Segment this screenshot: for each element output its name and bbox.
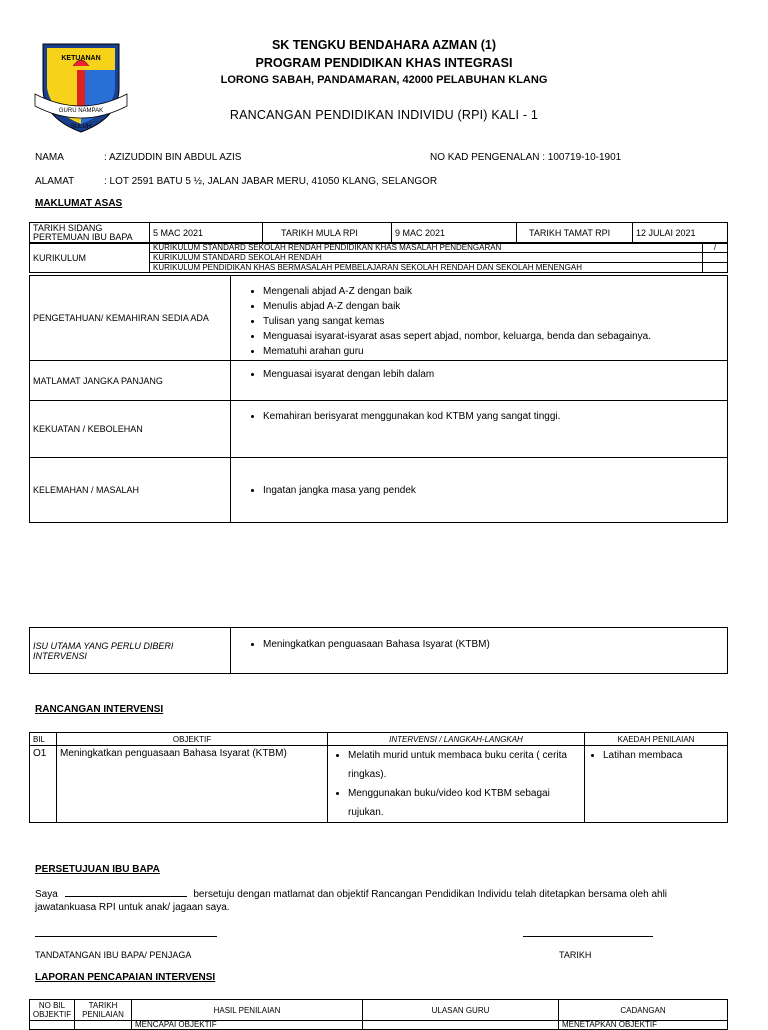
list-item: • Menguasai isyarat dengan lebih dalam [263,367,723,382]
kurikulum-label: KURIKULUM [30,243,150,273]
mula-label: TARIKH MULA RPI [263,223,392,244]
document-title: RANCANGAN PENDIDIKAN INDIVIDU (RPI) KALI - 1 [229,108,539,122]
pengetahuan-label: PENGETAHUAN/ KEMAHIRAN SEDIA ADA [30,276,231,361]
kurikulum-tick-empty [703,263,728,273]
name-value: : AZIZUDDIN BIN ABDUL AZIS [104,152,242,163]
list-item: • Kemahiran berisyarat menggunakan kod KTBM yang sangat tinggi. [263,409,723,424]
isu-label: ISU UTAMA YANG PERLU DIBERI INTERVENSI [30,628,231,674]
kurikulum-table [29,242,728,273]
sidang-label: TARIKH SIDANG PERTEMUAN IBU BAPA [30,223,150,244]
persetujuan-sentence: bersetuju dengan matlamat dan objektif Rancangan Pendidikan Individu telah ditetapkan bersama oleh ahli [193,889,668,900]
svg-text:GURU NAMPAK: GURU NAMPAK [58,108,104,114]
address-label: ALAMAT [35,176,75,187]
col-header-intervensi: INTERVENSI / LANGKAH-LANGKAH [328,733,585,746]
mula-value: 9 MAC 2021 [392,223,517,244]
col-header-bil-objektif: NO BIL OBJEKTIF [30,1000,75,1021]
list-item: • Tulisan yang sangat kemas [263,314,723,329]
program-name: PROGRAM PENDIDIKAN KHAS INTEGRASI [255,56,513,70]
laporan-cell [75,1021,132,1030]
svg-text:KETUANAN: KETUANAN [61,55,101,62]
matlamat-list [231,361,728,401]
school-name: SK TENGKU BENDAHARA AZMAN (1) [271,38,497,52]
laporan-table [29,999,728,1030]
intervensi-table [29,732,728,823]
school-address: LORONG SABAH, PANDAMARAN, 42000 PELABUHAN KLANG [220,74,548,86]
laporan-title: LAPORAN PENCAPAIAN INTERVENSI [35,972,216,983]
isu-list [231,628,728,674]
list-item: • Menulis abjad A-Z dengan baik [263,299,723,314]
persetujuan-title: PERSETUJUAN IBU BAPA [35,864,160,875]
kekuatan-list [231,401,728,458]
sidang-value: 5 MAC 2021 [150,223,263,244]
laporan-cell [30,1021,75,1030]
objektif-cell: Meningkatkan penguasaan Bahasa Isyarat (KTBM) [57,746,328,823]
col-header-hasil: HASIL PENILAIAN [132,1000,363,1021]
kelemahan-label: KELEMAHAN / MASALAH [30,458,231,523]
col-header-objektif: OBJEKTIF [57,733,328,746]
matlamat-label: MATLAMAT JANGKA PANJANG [30,361,231,401]
tamat-value: 12 JULAI 2021 [633,223,728,244]
date-label: TARIKH [559,950,592,960]
pengetahuan-list [231,276,728,361]
list-item: • Mengenali abjad A-Z dengan baik [263,284,723,299]
kurikulum-item: KURIKULUM PENDIDIKAN KHAS BERMASALAH PEMBELAJARAN SEKOLAH RENDAH DAN SEKOLAH MENENGAH [150,263,703,273]
isu-table [29,627,728,674]
maklumat-dates-table [29,222,728,244]
profile-table [29,275,728,523]
col-header-kaedah: KAEDAH PENILAIAN [585,733,728,746]
persetujuan-sentence-line2: jawatankuasa RPI untuk anak/ jagaan saya. [35,902,230,913]
date-line[interactable] [523,936,653,937]
maklumat-asas-title: MAKLUMAT ASAS [35,198,123,209]
langkah-cell [328,746,585,823]
list-item: • Ingatan jangka masa yang pendek [263,483,723,498]
col-header-ulasan: ULASAN GURU [363,1000,559,1021]
kurikulum-tick: / [703,243,728,253]
col-header-bil: BIL [30,733,57,746]
cadangan-cell: MENETAPKAN OBJEKTIF [559,1021,728,1030]
kurikulum-item: KURIKULUM STANDARD SEKOLAH RENDAH [150,253,703,263]
col-header-tarikh: TARIKH PENILAIAN [75,1000,132,1021]
list-item: • Melatih murid untuk membaca buku cerita ( cerita ringkas). [348,746,580,784]
parent-name-blank[interactable] [65,896,187,897]
address-value: : LOT 2591 BATU 5 ½, JALAN JABAR MERU, 41050 KLANG, SELANGOR [104,176,438,187]
kurikulum-tick-empty [703,253,728,263]
list-item: • Menguasai isyarat-isyarat asas sepert abjad, nombor, keluarga, benda dan sebagainya. [263,329,723,344]
bil-cell: O1 [30,746,57,823]
saya-label: Saya [35,889,58,900]
persetujuan-text [35,888,735,914]
signature-label: TANDATANGAN IBU BAPA/ PENJAGA [35,950,192,960]
list-item: • Meningkatkan penguasaan Bahasa Isyarat (KTBM) [263,637,723,652]
laporan-cell [363,1021,559,1030]
kelemahan-list [231,458,728,523]
col-header-cadangan: CADANGAN [559,1000,728,1021]
hasil-cell: MENCAPAI OBJEKTIF [132,1021,363,1030]
tamat-label: TARIKH TAMAT RPI [517,223,633,244]
list-item: • Menggunakan buku/video kod KTBM sebagai rujukan. [348,784,580,822]
kekuatan-label: KEKUATAN / KEBOLEHAN [30,401,231,458]
list-item: • Mematuhi arahan guru [263,344,723,359]
list-item: • Latihan membaca [603,746,723,765]
svg-text:SULUH: SULUH [70,124,92,130]
kaedah-cell [585,746,728,823]
signature-line[interactable] [35,936,217,937]
ic-number: NO KAD PENGENALAN : 100719-10-1901 [430,152,622,163]
kurikulum-item: KURIKULUM STANDARD SEKOLAH RENDAH PENDIDIKAN KHAS MASALAH PENDENGARAN [150,243,703,253]
intervensi-title: RANCANGAN INTERVENSI [35,704,164,715]
name-label: NAMA [35,152,64,163]
